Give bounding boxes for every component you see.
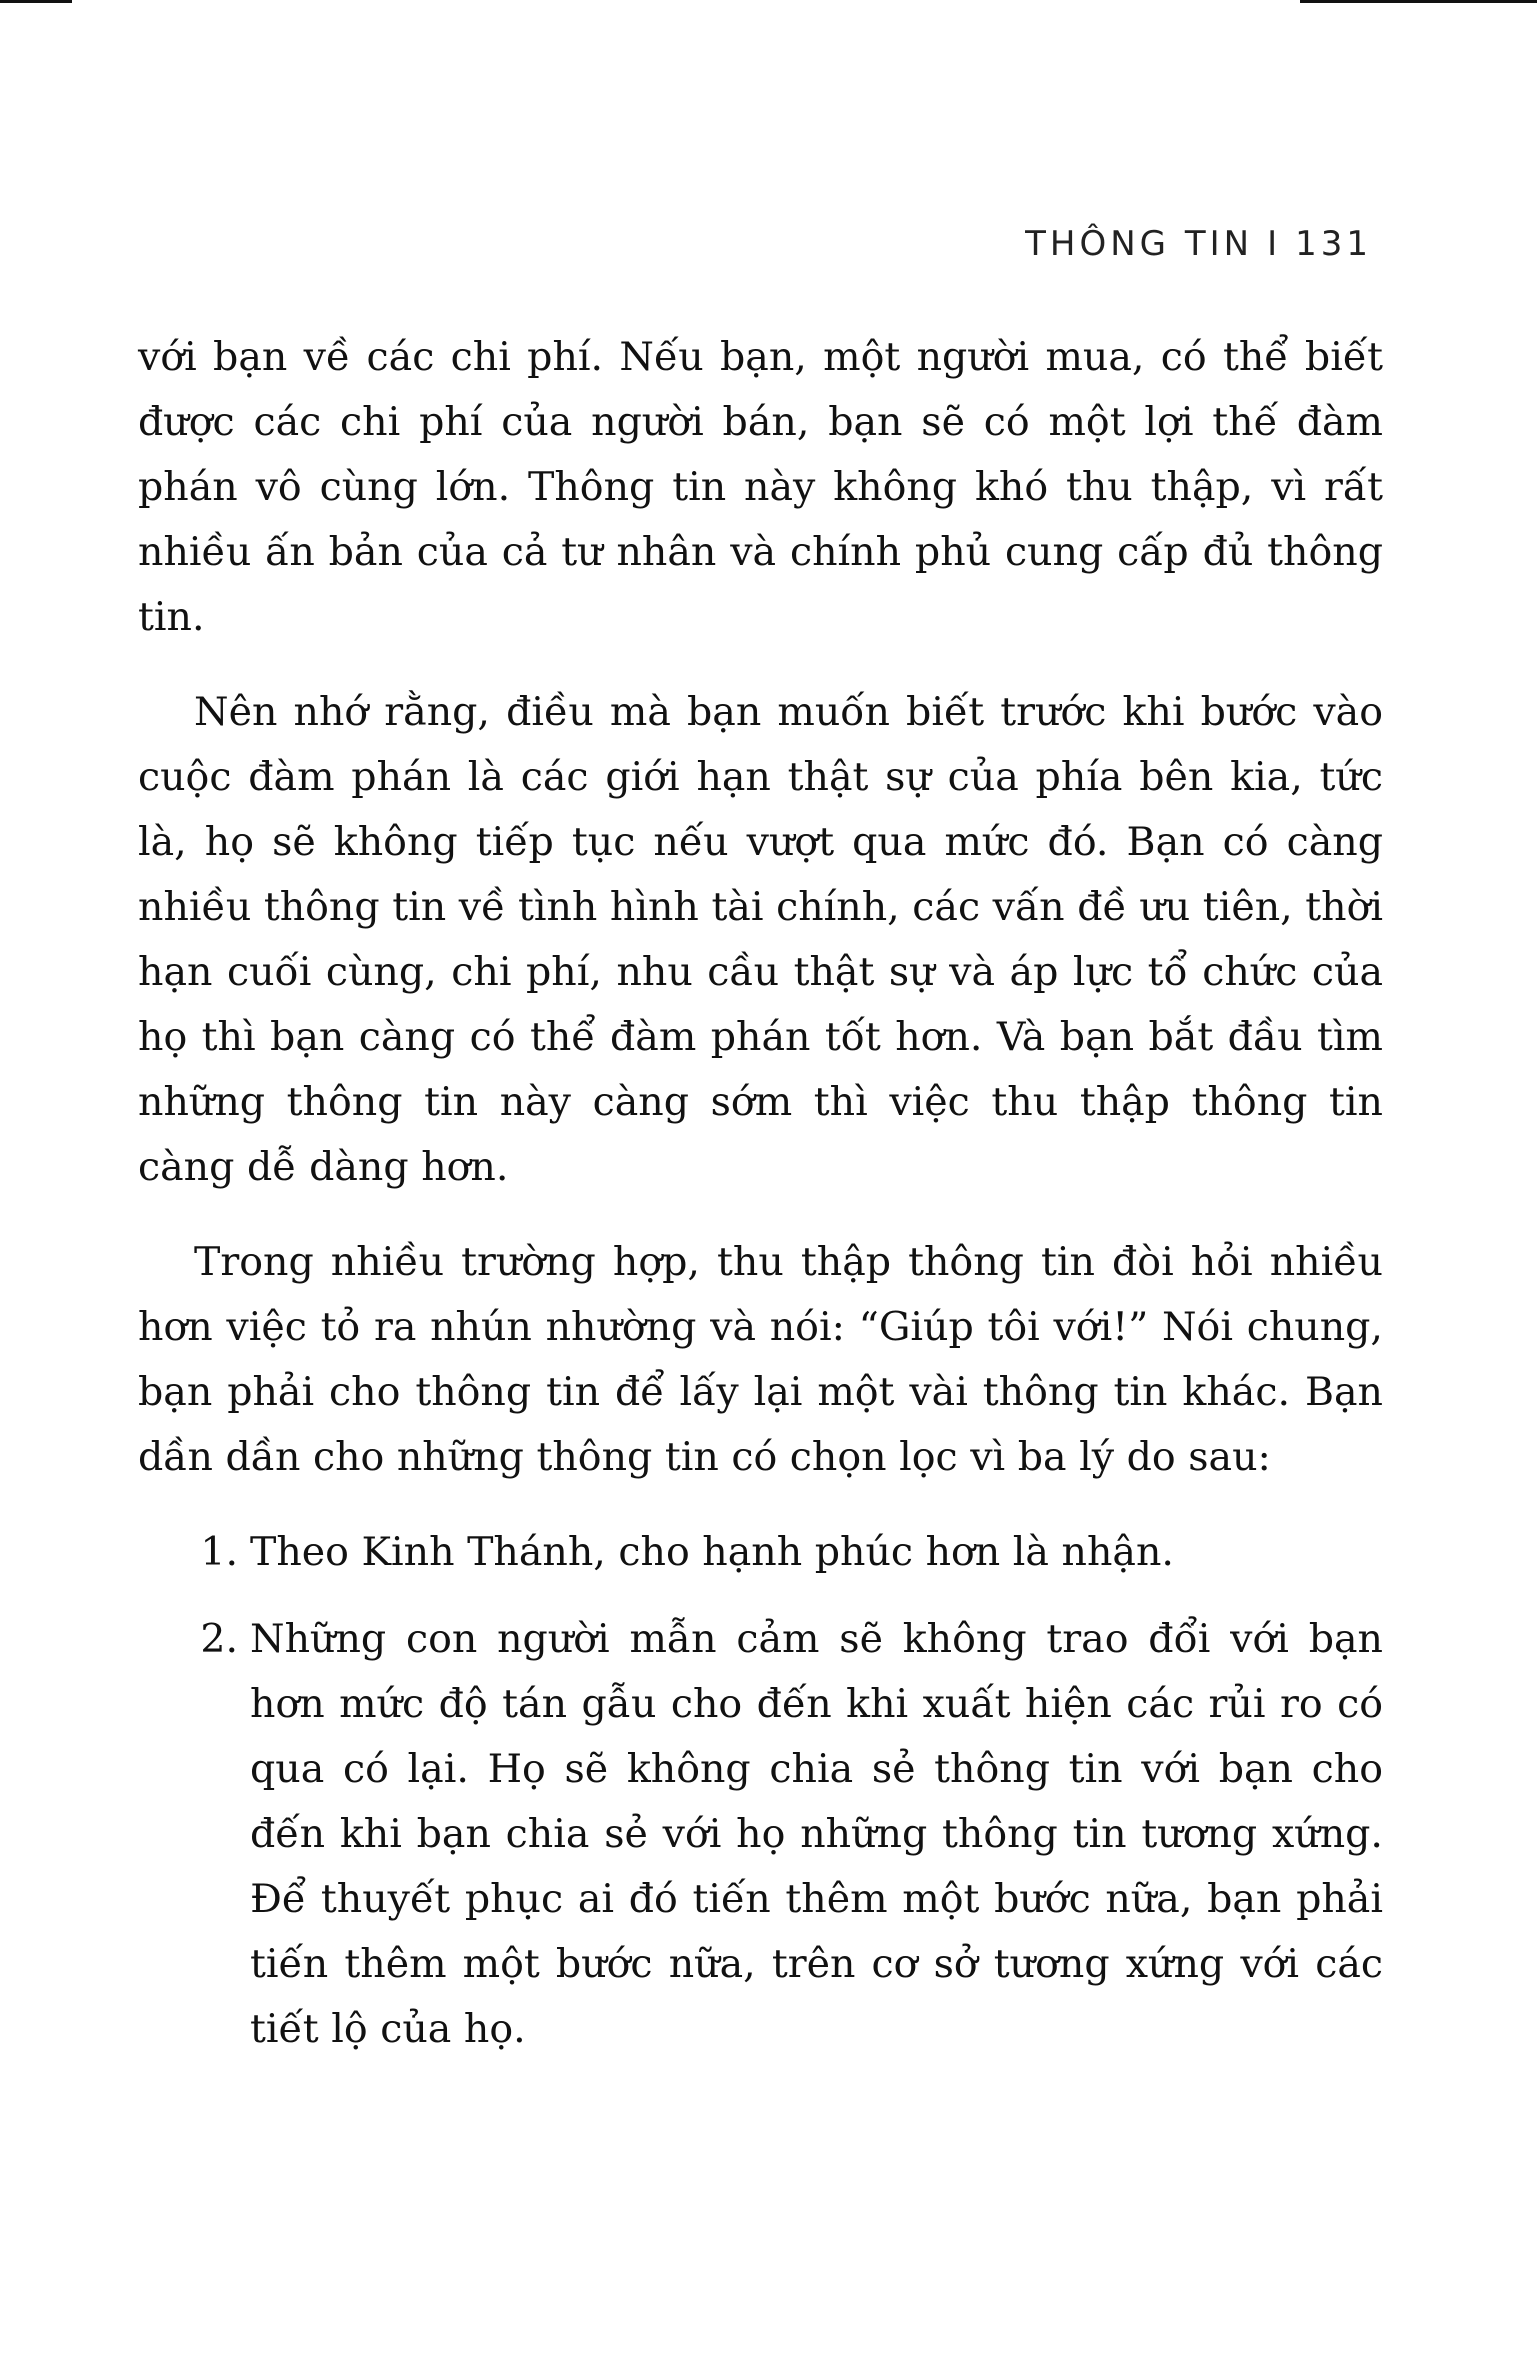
list-item <box>138 1520 1383 1585</box>
paragraph: Trong nhiều trường hợp, thu thập thông tin đòi hỏi nhiều hơn việc tỏ ra nhún nhường và nói: “Giúp tôi với!” Nói chung, bạn phải cho thông tin để lấy lại một vài thông tin khác. Bạn dần dần cho những thông tin có chọn lọc vì ba lý do sau: <box>138 1239 1383 1480</box>
page-body <box>138 325 1383 2084</box>
paragraph-continued: với bạn về các chi phí. Nếu bạn, một người mua, có thể biết được các chi phí của người bán, bạn sẽ có một lợi thế đàm phán vô cùng lớn. Thông tin này không khó thu thập, vì rất nhiều ấn bản của cả tư nhân và chính phủ cung cấp đủ thông tin. <box>138 334 1383 640</box>
top-border-line-right <box>1300 0 1537 3</box>
list-item-text: Theo Kinh Thánh, cho hạnh phúc hơn là nhận. <box>250 1529 1174 1575</box>
list-item-number: 2. <box>200 1616 238 1662</box>
page-number: 131 <box>1295 224 1372 264</box>
list-item <box>138 1607 1383 2062</box>
paragraph: Nên nhớ rằng, điều mà bạn muốn biết trước khi bước vào cuộc đàm phán là các giới hạn thật sự của phía bên kia, tức là, họ sẽ không tiếp tục nếu vượt qua mức đó. Bạn có càng nhiều thông tin về tình hình tài chính, các vấn đề ưu tiên, thời hạn cuối cùng, chi phí, nhu cầu thật sự và áp lực tổ chức của họ thì bạn càng có thể đàm phán tốt hơn. Và bạn bắt đầu tìm những thông tin này càng sớm thì việc thu thập thông tin càng dễ dàng hơn. <box>138 689 1383 1190</box>
header-separator: I <box>1267 224 1282 264</box>
reasons-list <box>138 1520 1383 2062</box>
list-item-number: 1. <box>200 1529 238 1575</box>
list-item-text: Những con người mẫn cảm sẽ không trao đổi với bạn hơn mức độ tán gẫu cho đến khi xuất hiện các rủi ro có qua có lại. Họ sẽ không chia sẻ thông tin với bạn cho đến khi bạn chia sẻ với họ những thông tin tương xứng. Để thuyết phục ai đó tiến thêm một bước nữa, bạn phải tiến thêm một bước nữa, trên cơ sở tương xứng với các tiết lộ của họ. <box>250 1616 1383 2052</box>
header-section-title: THÔNG TIN <box>1025 224 1254 264</box>
top-border-line-left <box>0 0 72 3</box>
running-header <box>1025 224 1372 264</box>
